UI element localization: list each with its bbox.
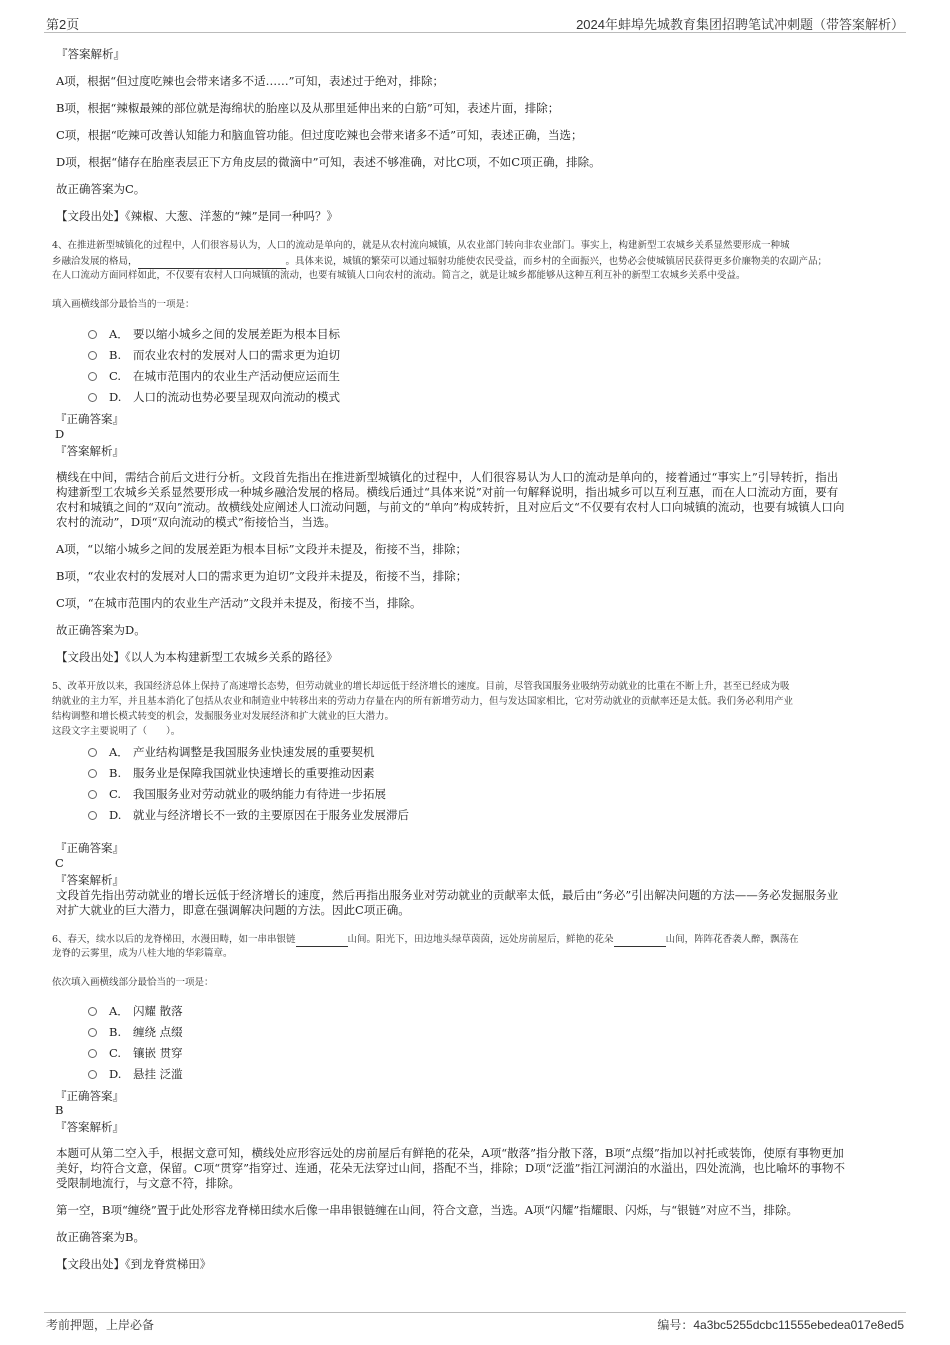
q4-analysis-3: 农村和城镇之间的“双向”流动。故横线处应阐述人口流动问题，与前文的“单向”构成转折，且对应后文“不仅要有农村人口向城镇的流动，也要有城镇人口向 xyxy=(56,500,845,514)
q5-analysis-2: 对扩大就业的巨大潜力，即意在强调解决问题的方法。因此C项正确。 xyxy=(56,903,410,917)
q4-stem-line1: 4、在推进新型城镇化的过程中，人们很容易认为，人口的流动是单向的，就是从农村流向城镇，从农业部门转向非农业部门。事实上，构建新型工农城乡关系显然要形成一种城 xyxy=(52,240,790,251)
q6-analysis-1: 本题可从第二空入手，根据文意可知，横线处应形容远处的房前屋后有鲜艳的花朵，A项“散落”指分散下落，B项“点缀”指加以衬托或装饰，使原有事物更加 xyxy=(56,1146,844,1160)
q5-correct-label: 『正确答案』 xyxy=(55,841,124,855)
q5-correct-answer: C xyxy=(55,856,64,870)
q5-option-c[interactable]: C. 我国服务业对劳动就业的吸纳能力有待进一步拓展 xyxy=(88,786,386,802)
q6-stem-part2: 山间。阳光下，田边地头绿草茵茵，远处房前屋后，鲜艳的花朵 xyxy=(347,934,614,945)
q4-source: 【文段出处】《以人为本构建新型工农城乡关系的路径》 xyxy=(56,650,338,664)
q4-analysis-2: 构建新型工农城乡关系显然要形成一种城乡融洽发展的格局。横线后通过“具体来说”对前一句解释说明，指出城乡可以互利互惠，而在人口流动方面，要有 xyxy=(56,485,839,499)
radio-icon xyxy=(88,1049,97,1058)
q3-source: 【文段出处】《辣椒、大葱、洋葱的“辣”是同一种吗？》 xyxy=(56,209,339,223)
q4-analysis-label: 『答案解析』 xyxy=(55,444,124,458)
q6-stem-part1: 6、春天，续水以后的龙脊梯田，水漫田畴，如一串串银链 xyxy=(52,934,296,945)
q6-prompt: 依次填入画横线部分最恰当的一项是： xyxy=(52,977,214,988)
radio-icon xyxy=(88,1070,97,1079)
radio-icon xyxy=(88,769,97,778)
q5-stem-line1: 5、改革开放以来，我国经济总体上保持了高速增长态势，但劳动就业的增长却远低于经济增长的速度。目前，尽管我国服务业吸纳劳动就业的比重在不断上升，甚至已经成为吸 xyxy=(52,681,790,692)
q6-option-b[interactable]: B. 缠绕 点缀 xyxy=(88,1024,183,1040)
q6-analysis-2: 美好，均符合文意，保留。C项“贯穿”指穿过、连通，花朵无法穿过山间，搭配不当，排除；D项“泛滥”指江河湖泊的水溢出，四处流淌，也比喻坏的事物不 xyxy=(56,1161,846,1175)
q4-blank xyxy=(138,253,286,269)
q6-source: 【文段出处】《到龙脊赏梯田》 xyxy=(56,1257,212,1271)
radio-icon xyxy=(88,748,97,757)
radio-icon xyxy=(88,351,97,360)
q6-line-1: 第一空，B项“缠绕”置于此处形容龙脊梯田续水后像一串串银链缠在山间，符合文意，当选。A项“闪耀”指耀眼、闪烁，与“银链”对应不当，排除。 xyxy=(56,1203,799,1217)
radio-icon xyxy=(88,790,97,799)
q4-line-c: C项，“在城市范围内的农业生产活动”文段并未提及，衔接不当，排除。 xyxy=(56,596,422,610)
q4-correct-answer: D xyxy=(55,427,65,441)
document-title: 2024年蚌埠先城教育集团招聘笔试冲刺题（带答案解析） xyxy=(576,17,904,32)
q4-prompt: 填入画横线部分最恰当的一项是： xyxy=(52,299,195,310)
radio-icon xyxy=(88,1028,97,1037)
q3-line-b: B项，根据“辣椒最辣的部位就是海绵状的胎座以及从那里延伸出来的白筋”可知，表述片面，排除； xyxy=(56,101,560,115)
q4-correct-label: 『正确答案』 xyxy=(55,412,124,426)
radio-icon xyxy=(88,330,97,339)
q6-option-c[interactable]: C. 镶嵌 贯穿 xyxy=(88,1045,183,1061)
radio-icon xyxy=(88,811,97,820)
radio-icon xyxy=(88,393,97,402)
q5-option-d[interactable]: D. 就业与经济增长不一致的主要原因在于服务业发展滞后 xyxy=(88,807,409,823)
q4-stem-line3: 在人口流动方面同样如此，不仅要有农村人口向城镇的流动，也要有城镇人口向农村的流动。简言之，就是让城乡都能够从这种互利互补的新型工农城乡关系中受益。 xyxy=(52,270,746,281)
q6-blank-2 xyxy=(614,931,666,947)
q4-option-c[interactable]: C. 在城市范围内的农业生产活动便应运而生 xyxy=(88,368,340,384)
q6-analysis-label: 『答案解析』 xyxy=(55,1120,124,1134)
q6-blank-1 xyxy=(296,931,348,947)
q5-stem-line2: 纳就业的主力军，并且基本消化了包括从农业和制造业中转移出来的劳动力存量在内的所有新增劳动力，但与发达国家相比，它对劳动就业的贡献率还是太低。我们务必利用产业 xyxy=(52,696,794,707)
q4-option-d[interactable]: D. 人口的流动也势必要呈现双向流动的模式 xyxy=(88,389,340,405)
q6-stem-line2: 龙脊的云雾里，成为八桂大地的华彩篇章。 xyxy=(52,948,233,959)
q6-stem-line1 xyxy=(52,931,799,947)
page-number: 第2页 xyxy=(46,17,80,32)
q4-stem-part2: 。具体来说，城镇的繁荣可以通过辐射功能使农民受益，而乡村的全面振兴，也势必会使城镇居民获得更多价廉物美的农副产品； xyxy=(285,256,828,267)
q6-stem-part3: 山间，阵阵花香袭人醉，飘荡在 xyxy=(665,934,799,945)
footer-divider xyxy=(44,1312,906,1313)
q6-correct-label: 『正确答案』 xyxy=(55,1089,124,1103)
document-code: 编号：4a3bc5255dcbc11555ebedea017e8ed5 xyxy=(657,1318,904,1332)
q3-conclusion: 故正确答案为C。 xyxy=(56,182,146,196)
q6-conclusion: 故正确答案为B。 xyxy=(56,1230,145,1244)
q4-stem-part1: 乡融洽发展的格局， xyxy=(52,256,138,267)
q5-option-b[interactable]: B. 服务业是保障我国就业快速增长的重要推动因素 xyxy=(88,765,375,781)
q5-analysis-1: 文段首先指出劳动就业的增长远低于经济增长的速度，然后再指出服务业对劳动就业的贡献率太低，最后由“务必”引出解决问题的方法——务必发掘服务业 xyxy=(56,888,839,902)
q4-conclusion: 故正确答案为D。 xyxy=(56,623,146,637)
q3-line-c: C项，根据“吃辣可改善认知能力和脑血管功能。但过度吃辣也会带来诸多不适”可知，表述正确，当选； xyxy=(56,128,583,142)
q4-stem-line2 xyxy=(52,253,827,269)
radio-icon xyxy=(88,1007,97,1016)
q6-option-a[interactable]: A． 闪耀 散落 xyxy=(88,1003,183,1019)
q5-question: 这段文字主要说明了（ ）。 xyxy=(52,726,181,737)
q4-option-b[interactable]: B. 而农业农村的发展对人口的需求更为迫切 xyxy=(88,347,340,363)
q3-line-d: D项，根据“储存在胎座表层正下方角皮层的微滴中”可知，表述不够准确，对比C项，不如C项正确，排除。 xyxy=(56,155,601,169)
q4-line-a: A项，“以缩小城乡之间的发展差距为根本目标”文段并未提及，衔接不当，排除； xyxy=(56,542,468,556)
q3-line-a: A项，根据“但过度吃辣也会带来诸多不适……”可知，表述过于绝对，排除； xyxy=(56,74,445,88)
q4-analysis-1: 横线在中间，需结合前后文进行分析。文段首先指出在推进新型城镇化的过程中，人们很容易认为人口的流动是单向的，接着通过“事实上”引导转折，指出 xyxy=(56,470,839,484)
q6-analysis-3: 受限制地流行，与文意不符，排除。 xyxy=(56,1176,240,1190)
q5-stem-line3: 结构调整和增长模式转变的机会，发掘服务业对发展经济和扩大就业的巨大潜力。 xyxy=(52,711,395,722)
q6-option-d[interactable]: D. 悬挂 泛滥 xyxy=(88,1066,183,1082)
q4-line-b: B项，“农业农村的发展对人口的需求更为迫切”文段并未提及，衔接不当，排除； xyxy=(56,569,468,583)
q5-analysis-label: 『答案解析』 xyxy=(55,873,124,887)
footer-note: 考前押题，上岸必备 xyxy=(46,1318,155,1332)
q4-option-a[interactable]: A． 要以缩小城乡之间的发展差距为根本目标 xyxy=(88,326,340,342)
q3-analysis-label: 『答案解析』 xyxy=(56,47,125,61)
header-divider xyxy=(44,32,906,33)
q5-option-a[interactable]: A． 产业结构调整是我国服务业快速发展的重要契机 xyxy=(88,744,375,760)
radio-icon xyxy=(88,372,97,381)
q4-analysis-4: 农村的流动”，D项“双向流动的模式”衔接恰当，当选。 xyxy=(56,515,336,529)
q6-correct-answer: B xyxy=(55,1103,64,1117)
